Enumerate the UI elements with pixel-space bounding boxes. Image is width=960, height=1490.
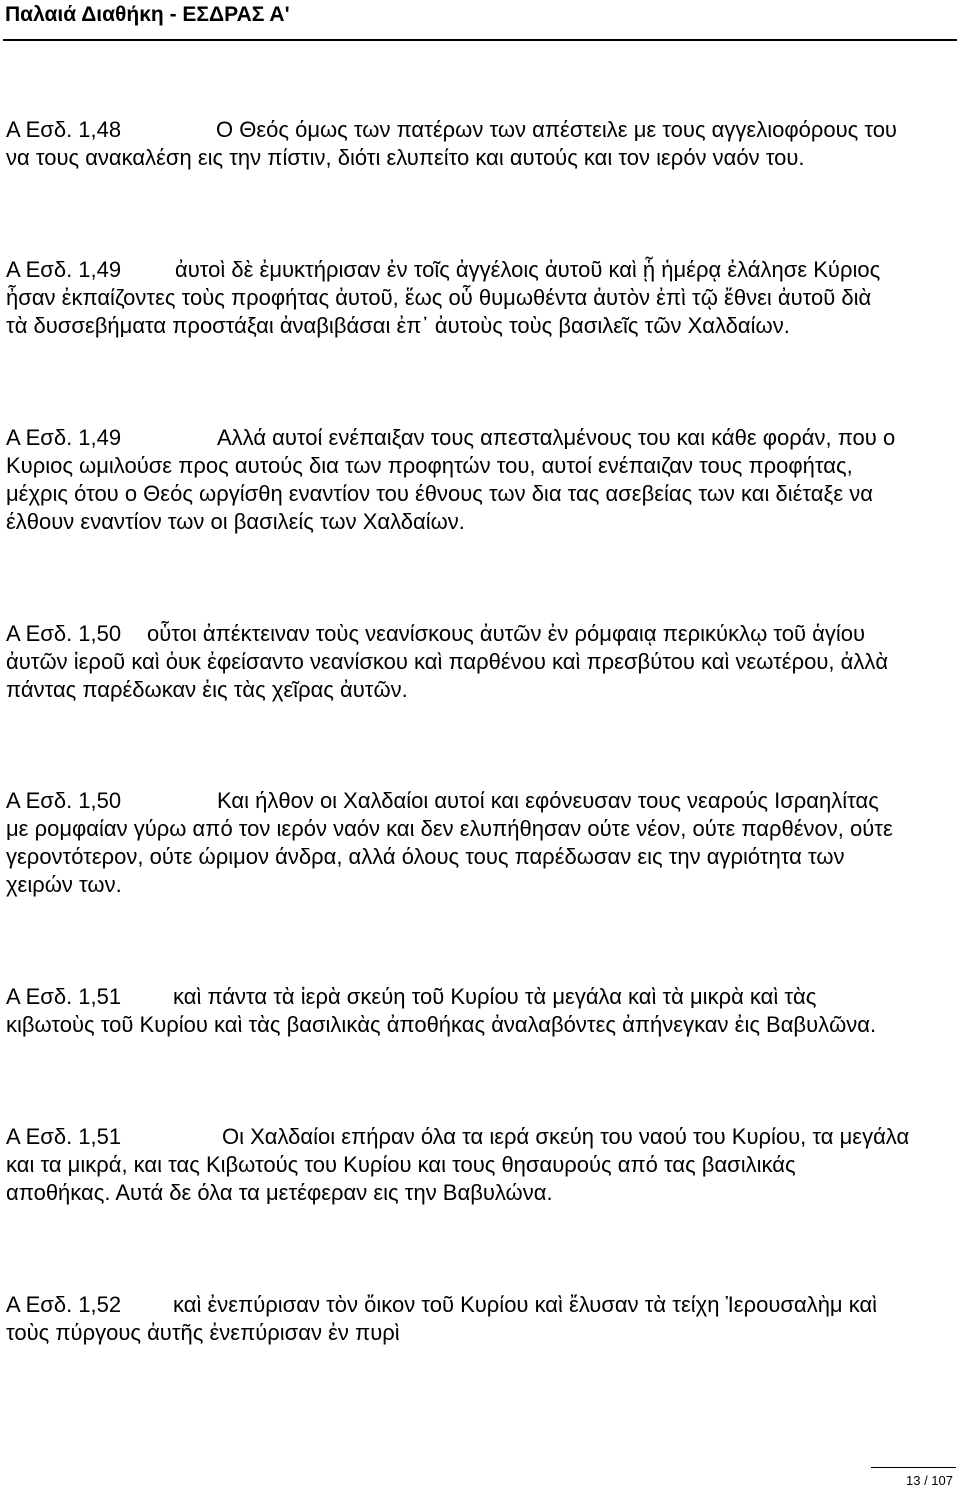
verse-reference: Α Εσδ. 1,51 (6, 1124, 122, 1149)
verse-reference: Α Εσδ. 1,52 (6, 1292, 122, 1317)
verse-block (0, 787, 960, 899)
verse-line (0, 1319, 960, 1347)
verse-text: Και ήλθον οι Χαλδαίοι αυτοί και εφόνευσαν τους νεαρούς Ισραηλίτας (217, 788, 879, 813)
verse-line (0, 116, 960, 144)
verse-line (0, 787, 960, 815)
verse-block (0, 1123, 960, 1207)
verse-text: Ο Θεός όμως των πατέρων των απέστειλε με τους αγγελιοφόρους του (216, 117, 897, 142)
verse-text: Κυριος ωμιλούσε προς αυτούς δια των προφητών του, αυτοί ενέπαιζαν τους προφήτας, (6, 453, 853, 478)
verse-reference: Α Εσδ. 1,50 (6, 788, 122, 813)
verse-text: γεροντότερον, ούτε ώριμον άνδρα, αλλά όλους τους παρέδωσαν εις την αγριότητα των (6, 844, 845, 869)
verse-text: Αλλά αυτοί ενέπαιξαν τους απεσταλμένους του και κάθε φοράν, που ο (217, 425, 896, 450)
header-rule (3, 39, 957, 41)
verse-text: αποθήκας. Αυτά δε όλα τα μετέφεραν εις την Βαβυλώνα. (6, 1180, 553, 1205)
verse-reference: Α Εσδ. 1,48 (6, 117, 122, 142)
verse-block (0, 424, 960, 536)
verse-reference: Α Εσδ. 1,51 (6, 984, 122, 1009)
verse-block (0, 256, 960, 340)
page-number: 13 / 107 (906, 1473, 953, 1488)
page-title: Παλαιά Διαθήκη - ΕΣΔΡΑΣ Α' (5, 3, 290, 26)
verse-block (0, 1291, 960, 1347)
verse-line (0, 871, 960, 899)
verse-line (0, 815, 960, 843)
verse-line (0, 508, 960, 536)
verse-line (0, 1291, 960, 1319)
verse-line (0, 452, 960, 480)
verse-line (0, 284, 960, 312)
verse-line (0, 843, 960, 871)
verse-line (0, 312, 960, 340)
verse-line (0, 144, 960, 172)
verse-reference: Α Εσδ. 1,49 (6, 257, 122, 282)
verse-line (0, 1179, 960, 1207)
verse-line (0, 648, 960, 676)
verse-text: οὗτοι ἀπέκτειναν τοὺς νεανίσκους ἀυτῶν ἐν ρόμφαιᾳ περικύκλῳ τοῦ ἁγίου (147, 621, 865, 646)
verse-line (0, 1151, 960, 1179)
verse-text: ἀυτοὶ δὲ ἐμυκτήρισαν ἐν τοῖς ἀγγέλοις ἀυτοῦ καὶ ᾗ ἡμέρᾳ ἐλάλησε Κύριος (175, 257, 881, 282)
verse-text: τοὺς πύργους ἀυτῆς ἐνεπύρισαν ἐν πυρὶ (6, 1320, 400, 1345)
verse-line (0, 620, 960, 648)
verse-block (0, 116, 960, 172)
verse-text: και τα μικρά, και τας Κιβωτούς του Κυρίου και τους θησαυρούς από τας βασιλικάς (6, 1152, 796, 1177)
verse-line (0, 983, 960, 1011)
verse-line (0, 676, 960, 704)
verse-reference: Α Εσδ. 1,50 (6, 621, 122, 646)
verse-text: καὶ πάντα τὰ ἱερὰ σκεύη τοῦ Κυρίου τὰ μεγάλα καὶ τὰ μικρὰ καὶ τὰς (173, 984, 817, 1009)
verse-line (0, 1011, 960, 1039)
verse-block (0, 620, 960, 704)
verse-block (0, 983, 960, 1039)
verse-text: πάντας παρέδωκαν ἐις τὰς χεῖρας ἀυτῶν. (6, 677, 408, 702)
verse-text: έλθουν εναντίον των οι βασιλείς των Χαλδαίων. (6, 509, 465, 534)
verse-text: ἀυτῶν ἱεροῦ καὶ ὀυκ ἐφείσαντο νεανίσκου καὶ παρθένου καὶ πρεσβύτου καὶ νεωτέρου, ἀλλὰ (6, 649, 889, 674)
verse-text: μέχρις ότου ο Θεός ωργίσθη εναντίον του έθνους των δια τας ασεβείας των και διέταξε να (6, 481, 874, 506)
verse-text: χειρών των. (6, 872, 122, 897)
verse-line (0, 424, 960, 452)
verse-text: καὶ ἐνεπύρισαν τὸν ὄικον τοῦ Κυρίου καὶ ἔλυσαν τὰ τείχη Ἰερουσαλὴμ καὶ (173, 1292, 878, 1317)
footer-rule (871, 1467, 956, 1468)
verse-text: τὰ δυσσεβήματα προστάξαι ἀναβιβάσαι ἐπ᾽ ἀυτοὺς τοὺς βασιλεῖς τῶν Χαλδαίων. (6, 313, 790, 338)
verse-text: με ρομφαίαν γύρω από τον ιερόν ναόν και δεν ελυπήθησαν ούτε νέον, ούτε παρθένον, ούτε (6, 816, 893, 841)
verse-line (0, 256, 960, 284)
verse-text: ἦσαν ἐκπαίζοντες τοὺς προφήτας ἀυτοῦ, ἕως οὗ θυμωθέντα ἀυτὸν ἐπὶ τῷ ἔθνει ἀυτοῦ διὰ (6, 285, 872, 310)
verse-text: να τους ανακαλέση εις την πίστιν, διότι ελυπείτο και αυτούς και τον ιερόν ναόν του. (6, 145, 805, 170)
verse-reference: Α Εσδ. 1,49 (6, 425, 122, 450)
verse-line (0, 1123, 960, 1151)
verse-text: Οι Χαλδαίοι επήραν όλα τα ιερά σκεύη του ναού του Κυρίου, τα μεγάλα (222, 1124, 910, 1149)
verse-text: κιβωτοὺς τοῦ Κυρίου καὶ τὰς βασιλικὰς ἀποθήκας ἀναλαβόντες ἀπήνεγκαν ἐις Βαβυλῶνα. (6, 1012, 877, 1037)
verse-line (0, 480, 960, 508)
